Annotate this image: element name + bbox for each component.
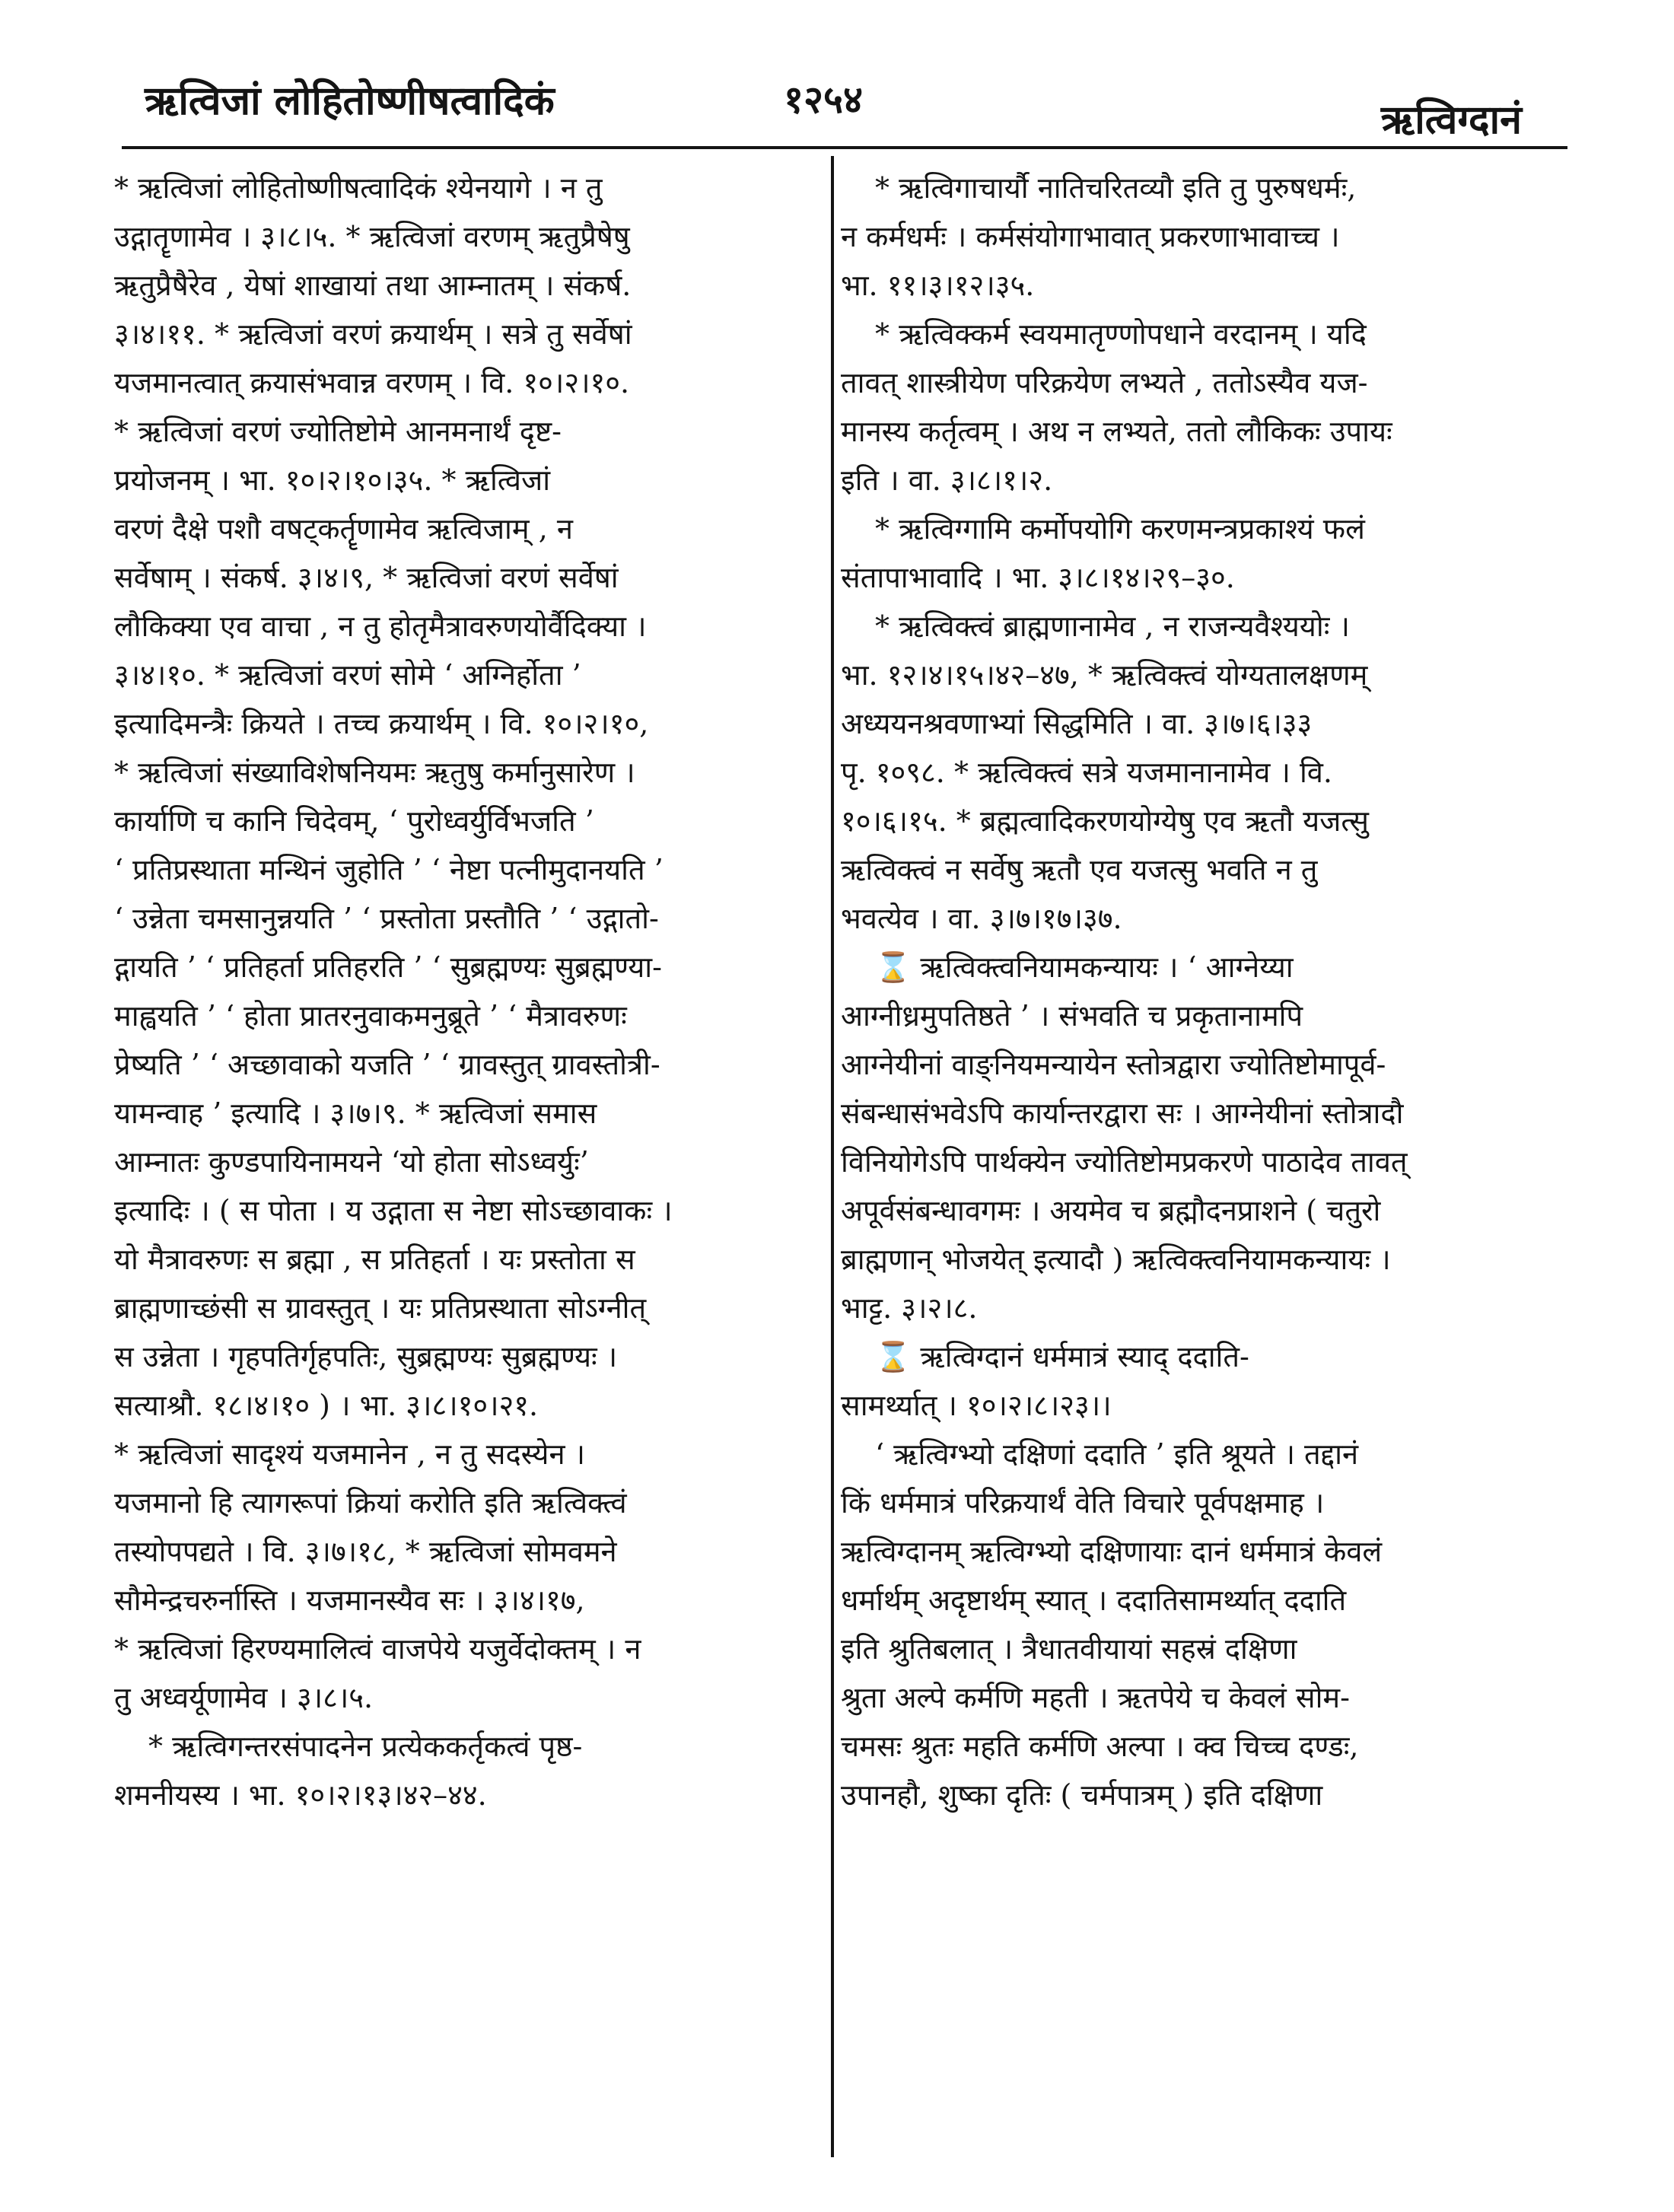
text-line: इत्यादिमन्त्रैः क्रियते । तच्च क्रयार्थम् । वि. १०।२।१०, [114,707,649,740]
header-rule [122,146,1567,149]
text-line: उद्गातॄणामेव । ३।८।५. * ऋत्विजां वरणम् ऋतुप्रैषेषु [114,220,630,253]
text-line: ऋतुप्रैषैरेव , येषां शाखायां तथा आम्नातम् । संकर्ष. [114,269,632,302]
header-right-catchword: ऋत्विग्दानं [1380,97,1522,143]
text-line: प्रेष्यति ’ ‘ अच्छावाको यजति ’ ‘ ग्रावस्तुत् ग्रावस्तोत्री- [114,1048,660,1081]
text-line: प्रयोजनम् । भा. १०।२।१०।३५. * ऋत्विजां [114,463,551,497]
text-line: विनियोगेऽपि पार्थक्येन ज्योतिष्टोमप्रकरणे पाठादेव तावत् [841,1145,1408,1179]
text-line: भवत्येव । वा. ३।७।१७।३७. [841,902,1122,935]
text-line: * ऋत्विजां वरणं ज्योतिष्टोमे आनमनार्थं दृष्ट- [114,415,562,448]
text-line: शमनीयस्य । भा. १०।२।१३।४२–४४. [114,1778,487,1812]
text-line: यामन्वाह ’ इत्यादि । ३।७।९. * ऋत्विजां समास [114,1096,597,1130]
text-line: इति श्रुतिबलात् । त्रैधातवीयायां सहस्रं दक्षिणा [841,1632,1297,1666]
text-line: न कर्मधर्मः । कर्मसंयोगाभावात् प्रकरणाभावाच्च । [841,220,1340,253]
text-line: ऋत्विक्त्वं न सर्वेषु ऋतौ एव यजत्सु भवति न तु [841,853,1318,886]
text-line: धर्मार्थम् अदृष्टार्थम् स्यात् । ददातिसामर्थ्यात् ददाति [841,1583,1347,1617]
text-line: सौमेन्द्रचरुर्नास्ति । यजमानस्यैव सः । ३।४।१७, [114,1583,585,1617]
text-line: ‘ ऋत्विग्भ्यो दक्षिणां ददाति ’ इति श्रूयते । तद्दानं [875,1437,1359,1471]
text-line: * ऋत्विगाचार्यौ नातिचरितव्यौ इति तु पुरुषधर्मः, [875,171,1357,205]
text-line: ⌛ ऋत्विक्त्वनियामकन्यायः । ‘ आग्नेय्या [875,950,1294,984]
text-line: भा. १२।४।१५।४२–४७, * ऋत्विक्त्वं योग्यतालक्षणम् [841,658,1368,692]
text-line: यो मैत्रावरुणः स ब्रह्मा , स प्रतिहर्ता । यः प्रस्तोता स [114,1243,635,1276]
text-line: ‘ प्रतिप्रस्थाता मन्थिनं जुहोति ’ ‘ नेष्टा पत्नीमुदानयति ’ [114,853,664,886]
text-line: किं धर्ममात्रं परिक्रयार्थं वेति विचारे पूर्वपक्षमाह । [841,1486,1325,1520]
text-line: ब्राह्मणान् भोजयेत् इत्यादौ ) ऋत्विक्त्वनियामकन्यायः । [841,1243,1391,1276]
text-line: कार्याणि च कानि चिदेवम्, ‘ पुरोध्वर्युर्विभजति ’ [114,804,594,838]
text-line: आग्नीध्रमुपतिष्ठते ’ । संभवति च प्रकृतानामपि [841,999,1303,1033]
text-line: ‘ उन्नेता चमसानुन्नयति ’ ‘ प्रस्तोता प्रस्तौति ’ ‘ उद्गातो- [114,902,659,935]
right-column [841,164,1529,1819]
text-line: तस्योपपद्यते । वि. ३।७।१८, * ऋत्विजां सोमवमने [114,1535,617,1568]
text-line: लौकिक्या एव वाचा , न तु होतृमैत्रावरुणयोर्वैदिक्या । [114,609,647,643]
text-line: उपानहौ, शुष्का दृतिः ( चर्मपात्रम् ) इति दक्षिणा [841,1778,1323,1812]
text-line: * ऋत्विजां लोहितोष्णीषत्वादिकं श्येनयागे । न तु [114,171,603,205]
text-line: भा. ११।३।१२।३५. [841,269,1035,302]
text-line: यजमानो हि त्यागरूपां क्रियां करोति इति ऋत्विक्त्वं [114,1486,627,1520]
text-line: सर्वेषाम् । संकर्ष. ३।४।९, * ऋत्विजां वरणं सर्वेषां [114,561,619,594]
column-divider [831,156,834,2157]
text-line: संबन्धासंभवेऽपि कार्यान्तरद्वारा सः । आग्नेयीनां स्तोत्रादौ [841,1096,1404,1130]
text-line: * ऋत्विक्त्वं ब्राह्मणानामेव , न राजन्यवैश्ययोः । [875,609,1350,643]
text-line: यजमानत्वात् क्रयासंभवान्न वरणम् । वि. १०।२।१०. [114,366,630,399]
text-line: मानस्य कर्तृत्वम् । अथ न लभ्यते, ततो लौकिकः उपायः [841,415,1392,448]
text-line: माह्वयति ’ ‘ होता प्रातरनुवाकमनुब्रूते ’ ‘ मैत्रावरुणः [114,999,627,1033]
running-header [0,0,1674,145]
header-left-catchword: ऋत्विजां लोहितोष्णीषत्वादिकं [145,78,555,124]
text-line: सत्याश्रौ. १८।४।१० ) । भा. ३।८।१०।२१. [114,1389,539,1422]
text-line: अपूर्वसंबन्धावगमः । अयमेव च ब्रह्मौदनप्राशने ( चतुरो [841,1194,1381,1227]
text-line: ⌛ ऋत्विग्दानं धर्ममात्रं स्याद् ददाति- [875,1340,1249,1373]
text-line: * ऋत्विजां हिरण्यमालित्वं वाजपेये यजुर्वेदोक्तम् । न [114,1632,641,1666]
page-number: १२५४ [784,77,863,122]
text-line: तु अध्वर्यूणामेव । ३।८।५. [114,1681,374,1714]
text-line: इति । वा. ३।८।१।२. [841,463,1053,497]
text-line: अध्ययनश्रवणाभ्यां सिद्धमिति । वा. ३।७।६।३३ [841,707,1313,740]
text-line: तावत् शास्त्रीयेण परिक्रयेण लभ्यते , ततोऽस्यैव यज- [841,366,1368,399]
text-line: भाट्ट. ३।२।८. [841,1291,978,1325]
text-line: * ऋत्विगन्तरसंपादनेन प्रत्येककर्तृकत्वं पृष्ठ- [148,1730,583,1763]
text-line: * ऋत्विग्गामि कर्मोपयोगि करणमन्त्रप्रकाश्यं फलं [875,512,1365,546]
text-line: * ऋत्विक्कर्म स्वयमातृण्णोपधाने वरदानम् । यदि [875,317,1367,351]
text-line: वरणं दैक्षे पशौ वषट्कर्तॄणामेव ऋत्विजाम् , न [114,512,573,546]
text-line: सामर्थ्यात् । १०।२।८।२३।। [841,1389,1112,1422]
text-line: द्गायति ’ ‘ प्रतिहर्ता प्रतिहरति ’ ‘ सुब्रह्मण्यः सुब्रह्मण्या- [114,950,662,984]
text-line: ऋत्विग्दानम् ऋत्विग्भ्यो दक्षिणायाः दानं धर्ममात्रं केवलं [841,1535,1383,1568]
text-line: श्रुता अल्पे कर्मणि महती । ऋतपेये च केवलं सोम- [841,1681,1350,1714]
text-line: ३।४।१०. * ऋत्विजां वरणं सोमे ‘ अग्निर्होता ’ [114,658,581,692]
text-line: आम्नातः कुण्डपायिनामयने ‘यो होता सोऽध्वर्युः’ [114,1145,589,1179]
text-line: ३।४।११. * ऋत्विजां वरणं क्रयार्थम् । सत्रे तु सर्वेषां [114,317,632,351]
text-line: ब्राह्मणाच्छंसी स ग्रावस्तुत् । यः प्रतिप्रस्थाता सोऽग्नीत् [114,1291,647,1325]
text-line: स उन्नेता । गृहपतिर्गृहपतिः, सुब्रह्मण्यः सुब्रह्मण्यः । [114,1340,618,1373]
text-line: संतापाभावादि । भा. ३।८।१४।२९–३०. [841,561,1235,594]
text-line: आग्नेयीनां वाङ्नियमन्यायेन स्तोत्रद्वारा ज्योतिष्टोमापूर्व- [841,1048,1386,1081]
text-line: चमसः श्रुतः महति कर्मणि अल्पा । क्व चिच्च दण्डः, [841,1730,1359,1763]
text-line: पृ. १०९८. * ऋत्विक्त्वं सत्रे यजमानानामेव । वि. [841,756,1332,789]
text-line: * ऋत्विजां संख्याविशेषनियमः ऋतुषु कर्मानुसारेण । [114,756,635,789]
text-line: इत्यादिः । ( स पोता । य उद्गाता स नेष्टा सोऽच्छावाकः । [114,1194,673,1227]
text-line: १०।६।१५. * ब्रह्मत्वादिकरणयोग्येषु एव ऋतौ यजत्सु [841,804,1369,838]
text-line: * ऋत्विजां सादृश्यं यजमानेन , न तु सदस्येन । [114,1437,586,1471]
left-column [114,164,784,1819]
